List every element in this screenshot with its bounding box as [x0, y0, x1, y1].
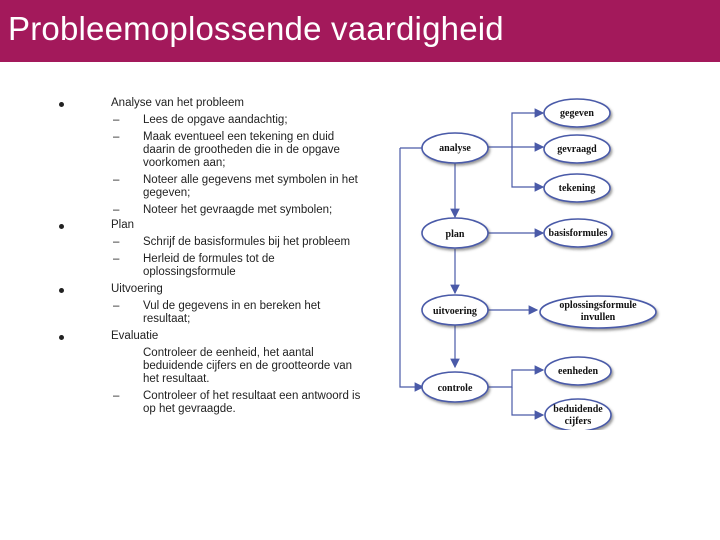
list-item: – Noteer alle gegevens met symbolen in het gegeven; — [113, 174, 358, 199]
list-item: – Herleid de formules tot de oplossingsformule — [113, 253, 275, 278]
dash-icon: – — [113, 390, 120, 402]
section-heading: Analyse van het probleem — [111, 97, 244, 109]
label-basisformules: basisformules — [548, 228, 608, 239]
section-heading: Uitvoering — [111, 283, 163, 295]
label-cijfers-line1: beduidende — [553, 404, 603, 415]
dash-icon: – — [113, 204, 120, 216]
label-plan: plan — [445, 229, 465, 240]
label-oplossingsformule-line2: invullen — [580, 312, 616, 323]
arrow-to-eenheden — [488, 370, 543, 387]
label-analyse: analyse — [439, 143, 471, 154]
arrow-to-cijfers — [512, 387, 543, 415]
section-analyse — [55, 97, 365, 110]
bullet-icon — [59, 102, 64, 107]
dash-icon: – — [113, 131, 120, 143]
section-heading: Plan — [111, 219, 135, 231]
section-plan — [55, 219, 365, 232]
list-item: Controleer de eenheid, het aantal beduidende cijfers en de grootteorde van het resultaat. — [143, 347, 353, 385]
problem-solving-flow-diagram — [395, 90, 665, 430]
label-gevraagd: gevraagd — [557, 144, 597, 155]
label-gegeven: gegeven — [560, 108, 594, 119]
section-heading: Evaluatie — [111, 330, 159, 342]
list-item: – Vul de gegevens in en bereken het resultaat; — [113, 300, 321, 325]
list-item: – Noteer het gevraagde met symbolen; — [113, 204, 333, 216]
list-item: – Controleer of het resultaat een antwoord is op het gevraagde. — [113, 390, 361, 415]
feedback-line — [400, 148, 423, 387]
label-eenheden: eenheden — [558, 366, 598, 377]
bullet-icon — [59, 288, 64, 293]
arrow-to-tekening — [512, 147, 543, 187]
slide-title: Probleemoplossende vaardigheid — [8, 10, 504, 47]
label-uitvoering: uitvoering — [433, 306, 477, 317]
dash-icon: – — [113, 174, 120, 186]
dash-icon: – — [113, 236, 120, 248]
label-oplossingsformule-line1: oplossingsformule — [559, 300, 637, 311]
title-bar — [0, 0, 720, 62]
label-cijfers-line2: cijfers — [564, 416, 592, 427]
section-uitvoering — [55, 283, 365, 296]
list-item: – Maak eventueel een tekening en duid daarin de grootheden die in de opgave voorkomen aan; — [113, 131, 340, 169]
bullet-icon — [59, 335, 64, 340]
list-item: – Schrijf de basisformules bij het probleem — [113, 236, 351, 248]
bullet-icon — [59, 224, 64, 229]
label-tekening: tekening — [558, 183, 596, 194]
section-evaluatie — [55, 330, 365, 343]
arrow-to-gegeven — [488, 113, 543, 147]
list-item: – Lees de opgave aandachtig; — [113, 114, 288, 126]
dash-icon: – — [113, 253, 120, 265]
dash-icon: – — [113, 300, 120, 312]
label-controle: controle — [437, 383, 473, 394]
dash-icon: – — [113, 114, 120, 126]
method-steps-text — [55, 97, 365, 462]
